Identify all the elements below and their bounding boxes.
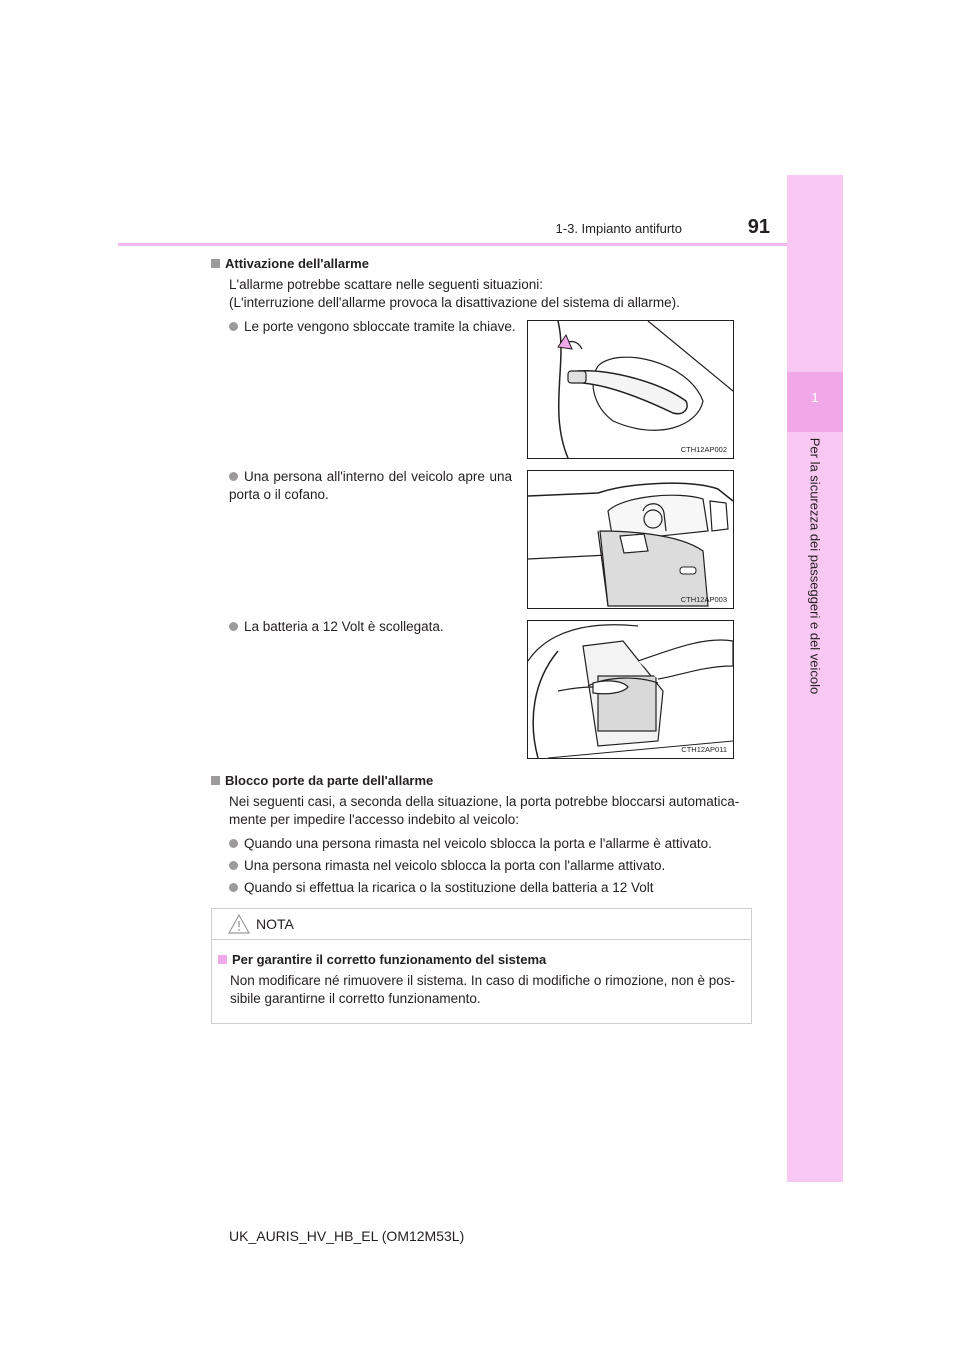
round-bullet-icon — [229, 861, 238, 870]
person-opening-door-illustration — [528, 471, 733, 608]
list-item — [229, 835, 712, 853]
figure-door-key-unlock — [527, 320, 734, 459]
figure-battery-disconnect — [527, 620, 734, 759]
round-bullet-icon — [229, 322, 238, 331]
page-number: 91 — [747, 216, 770, 238]
round-bullet-icon — [229, 839, 238, 848]
square-bullet-icon — [211, 259, 220, 268]
section2-intro-line2: mente per impedire l'accesso indebito al veicolo: — [229, 812, 519, 827]
figure-code: CTH12AP002 — [680, 445, 727, 454]
list-item-text: Una persona rimasta nel veicolo sblocca la porta con l'allarme attivato. — [244, 858, 666, 873]
note-box — [211, 908, 752, 1024]
figure-person-opening-door — [527, 470, 734, 609]
list-item — [229, 618, 512, 636]
battery-disconnect-illustration — [528, 621, 733, 758]
heading-text: Blocco porte da parte dell'allarme — [225, 773, 434, 788]
section-heading-door-lock — [211, 773, 433, 788]
warning-triangle-icon — [228, 914, 250, 934]
square-bullet-icon — [211, 776, 220, 785]
section-heading-alarm-activation — [211, 256, 369, 271]
figure-code: CTH12AP011 — [681, 745, 727, 754]
section1-intro-line2: (L'interruzione dell'allarme provoca la disattivazione del sistema di allarme). — [229, 295, 680, 310]
section2-intro-line1: Nei seguenti casi, a seconda della situazione, la porta potrebbe bloccarsi automatica- — [229, 794, 740, 809]
section-title: 1-3. Impianto antifurto — [555, 221, 682, 236]
document-code: UK_AURIS_HV_HB_EL (OM12M53L) — [229, 1228, 465, 1244]
header-divider — [118, 243, 787, 246]
door-key-unlock-illustration — [528, 321, 733, 458]
note-heading — [218, 952, 546, 967]
list-item-text: Le porte vengono sbloccate tramite la chiave. — [244, 319, 516, 334]
figure-code: CTH12AP003 — [680, 595, 727, 604]
list-item — [229, 318, 516, 336]
note-heading-text: Per garantire il corretto funzionamento del sistema — [232, 952, 547, 967]
section1-intro-line1: L'allarme potrebbe scattare nelle seguenti situazioni: — [229, 277, 544, 292]
heading-text: Attivazione dell'allarme — [225, 256, 369, 271]
square-bullet-icon — [218, 955, 227, 964]
chapter-title-text: Per la sicurezza dei passeggeri e del veicolo — [807, 437, 823, 695]
note-line2: sibile garantirne il corretto funzionamento. — [230, 991, 481, 1006]
note-line1: Non modificare né rimuovere il sistema. In caso di modifiche o rimozione, non è pos- — [230, 973, 735, 988]
list-item-text: Quando si effettua la ricarica o la sostituzione della batteria a 12 Volt — [244, 880, 654, 895]
note-divider — [212, 939, 751, 940]
list-item-text: Una persona all'interno del veicolo apre una porta o il cofano. — [229, 469, 512, 502]
list-item — [229, 857, 665, 875]
round-bullet-icon — [229, 883, 238, 892]
note-label: NOTA — [256, 916, 294, 932]
list-item — [229, 468, 512, 504]
round-bullet-icon — [229, 472, 238, 481]
round-bullet-icon — [229, 622, 238, 631]
chapter-number: 1 — [811, 390, 819, 405]
list-item-text: La batteria a 12 Volt è scollegata. — [244, 619, 444, 634]
list-item — [229, 879, 654, 897]
list-item-text: Quando una persona rimasta nel veicolo sblocca la porta e l'allarme è attivato. — [244, 836, 712, 851]
